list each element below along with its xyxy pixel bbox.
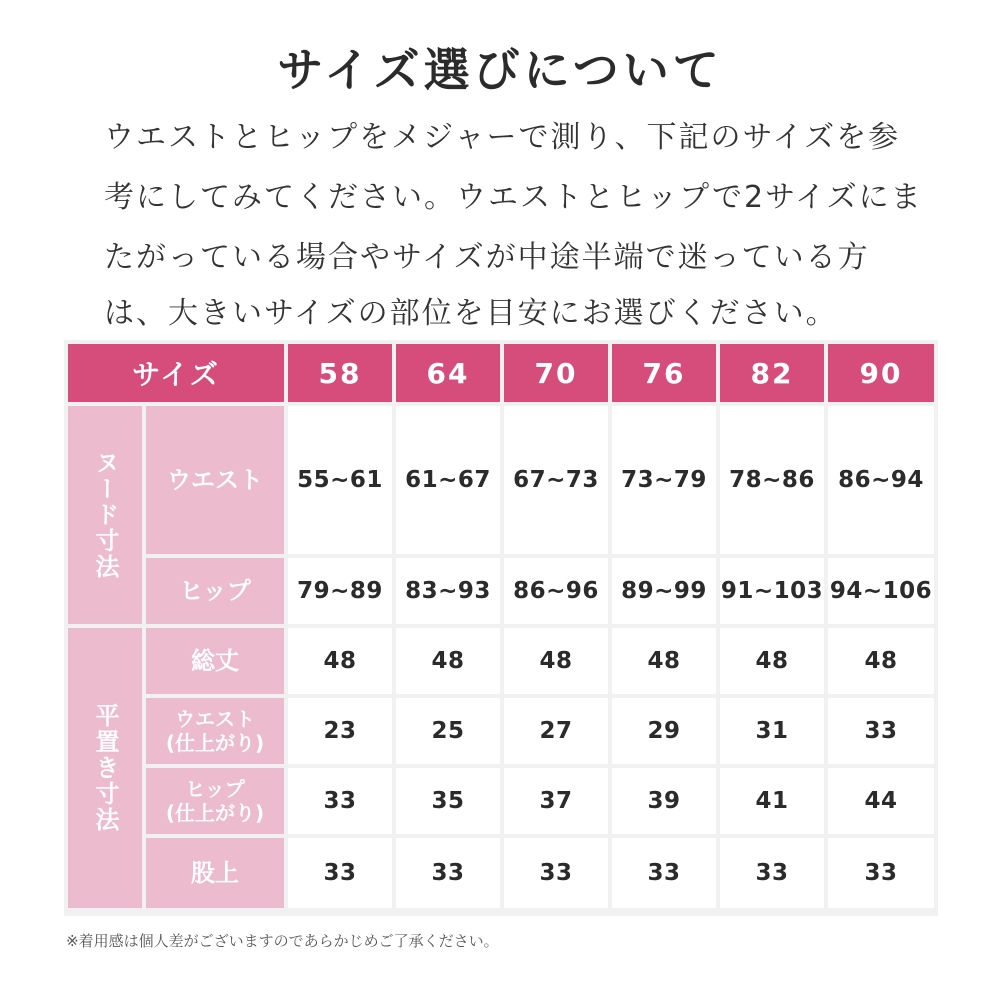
row-label-total-length [146,628,284,694]
table-cell: 29 [612,698,716,764]
table-cell: 33 [828,838,934,908]
intro-line: ウエストとヒップをメジャーで測り、下記のサイズを参 [104,120,901,155]
table-cell: 25 [396,698,500,764]
table-cell: 79~89 [288,558,392,624]
row-label-text: ヒップ [185,777,245,801]
table-cell: 67~73 [504,406,608,554]
group-nude-measurements [68,406,142,624]
table-cell: 89~99 [612,558,716,624]
intro-line: たがっている場合やサイズが中途半端で迷っている方 [104,240,870,275]
table-cell: 48 [504,628,608,694]
row-label-text: 股上 [191,858,239,887]
table-cell: 48 [612,628,716,694]
row-label-rise [146,838,284,908]
table-cell: 23 [288,698,392,764]
table-cell: 33 [612,838,716,908]
row-label-hip [146,558,284,624]
table-cell: 48 [720,628,824,694]
table-cell: 31 [720,698,824,764]
row-label-text: ヒップ [179,576,251,605]
row-label-hip-finished [146,768,284,834]
row-label-subtext: (仕上がり) [165,801,265,825]
table-cell: 33 [288,768,392,834]
table-cell: 33 [720,838,824,908]
table-cell: 33 [396,838,500,908]
size-header-58: 58 [288,344,392,402]
size-header-label: サイズ [68,344,284,402]
row-label-text: ウエスト [167,465,263,494]
row-label-waist-finished [146,698,284,764]
page-title: サイズ選びについて [277,43,723,97]
intro-line: 考にしてみてください。ウエストとヒップで2サイズにま [104,180,923,215]
table-cell: 33 [504,838,608,908]
table-cell: 73~79 [612,406,716,554]
size-header-82: 82 [720,344,824,402]
table-cell: 41 [720,768,824,834]
table-cell: 33 [288,838,392,908]
table-cell: 33 [828,698,934,764]
table-cell: 83~93 [396,558,500,624]
group-label: 平置き寸法 [91,703,119,833]
table-cell: 37 [504,768,608,834]
table-cell: 39 [612,768,716,834]
table-cell: 86~96 [504,558,608,624]
size-header-64: 64 [396,344,500,402]
table-cell: 91~103 [720,558,824,624]
row-label-subtext: (仕上がり) [165,731,265,755]
table-cell: 48 [288,628,392,694]
row-label-waist [146,406,284,554]
table-cell: 44 [828,768,934,834]
size-header-90: 90 [828,344,934,402]
row-label-text: ウエスト [175,707,255,731]
size-header-70: 70 [504,344,608,402]
table-cell: 86~94 [828,406,934,554]
table-cell: 61~67 [396,406,500,554]
table-cell: 27 [504,698,608,764]
table-cell: 55~61 [288,406,392,554]
group-flat-measurements [68,628,142,908]
size-header-76: 76 [612,344,716,402]
table-cell: 94~106 [828,558,934,624]
table-cell: 35 [396,768,500,834]
intro-line: は、大きいサイズの部位を目安にお選びください。 [104,296,838,331]
table-cell: 48 [396,628,500,694]
table-cell: 78~86 [720,406,824,554]
row-label-text: 総丈 [191,646,239,675]
group-label: ヌード寸法 [91,450,119,580]
size-table [64,340,938,916]
table-cell: 48 [828,628,934,694]
footnote: ※着用感は個人差がございますのであらかじめご了承ください。 [66,932,499,950]
